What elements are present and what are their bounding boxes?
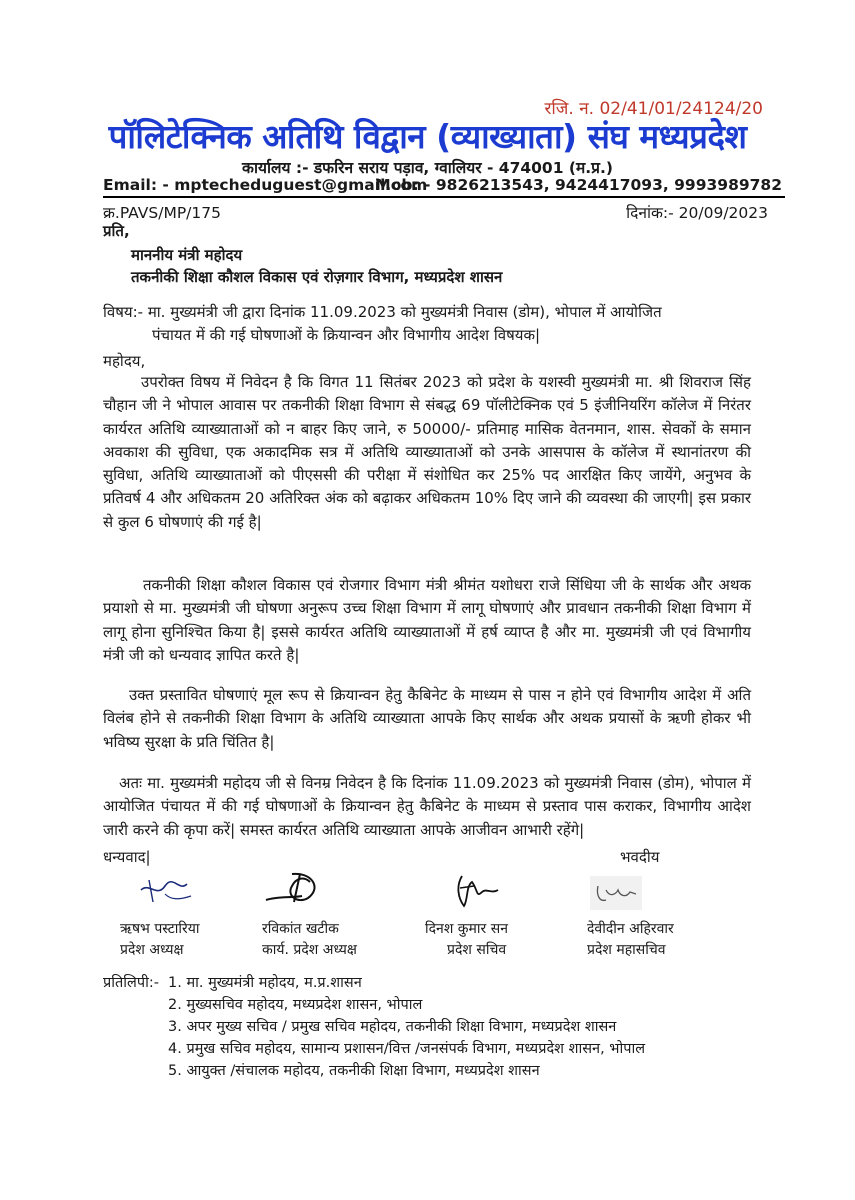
signature-image-2 bbox=[262, 866, 334, 910]
signatory-title: कार्य. प्रदेश अध्यक्ष bbox=[262, 942, 357, 958]
email-line: Email: - mptecheduguest@gmail.com bbox=[103, 176, 428, 194]
signatory-title: प्रदेश सचिव bbox=[447, 942, 507, 958]
reference-number: क्र.PAVS/MP/175 bbox=[103, 204, 221, 222]
body-paragraph-1: उपरोक्त विषय में निवेदन है कि विगत 11 सितंबर 2023 को प्रदेश के यशस्वी मुख्यमंत्री मा. श्री शिवराज सिंह चौहान जी ने भोपाल आवास पर तकनीकी शिक्षा विभाग से संबद्ध 69 पॉलीटेक्निक एवं 5 इंजीनियरिंग कॉलेज में निरंतर कार्यरत अतिथि व्याख्याताओं को न बाहर किए जाने, रु 50000/- प्रतिमाह मासिक वेतनमान, शास. सेवकों के समान अवकाश की सुविधा, एक अकादमिक सत्र में अतिथि व्याख्याताओं को उनके आसपास के कॉलेज में स्थानांतरण की सुविधा, अतिथि व्याख्याताओं को पीएससी की परीक्षा में संशोधित कर 25% पद आरक्षित किए जायेंगे, अनुभव के प्रतिवर्ष 4 और अधिकतम 20 अतिरिक्त अंक को बढ़ाकर अधिकतम 10% दिए जाने की व्यवस्था की जाएगी| इस प्रकार से कुल 6 घोषणाएं की गई है| bbox=[103, 373, 751, 531]
copy-to-item: 1. मा. मुख्यमंत्री महोदय, म.प्र.शासन bbox=[168, 975, 362, 991]
signature-image-4 bbox=[590, 876, 642, 910]
signatory-name: देवीदीन अहिरवार bbox=[587, 921, 674, 937]
signatory-4 bbox=[587, 919, 674, 961]
signatory-3 bbox=[425, 919, 508, 961]
signatory-name: रविकांत खटीक bbox=[262, 921, 339, 937]
copy-to-item: 4. प्रमुख सचिव महोदय, सामान्य प्रशासन/वित्त /जनसंपर्क विभाग, मध्यप्रदेश शासन, भोपाल bbox=[168, 1041, 646, 1057]
to-label: प्रति, bbox=[103, 222, 130, 240]
copy-to-item: 2. मुख्यसचिव महोदय, मध्यप्रदेश शासन, भोपाल bbox=[168, 997, 423, 1013]
signature-image-1 bbox=[135, 870, 195, 910]
subject-line-1: विषय:- मा. मुख्यमंत्री जी द्वारा दिनांक 11.09.2023 को मुख्यमंत्री निवास (डोम), भोपाल में आयोजित bbox=[103, 303, 662, 321]
body-paragraph-4: अतः मा. मुख्यमंत्री महोदय जी से विनम्र निवेदन है कि दिनांक 11.09.2023 को मुख्यमंत्री निवास (डोम), भोपाल में आयोजित पंचायत में की गई घोषणाओं के क्रियान्वन हेतु कैबिनेट के माध्यम से प्रस्ताव पास कराकर, विभागीय आदेश जारी करने की कृपा करें| समस्त कार्यरत अतिथि व्याख्याता आपके आजीवन आभारी रहेंगे| bbox=[103, 774, 751, 839]
office-address: कार्यालय :- डफरिन सराय पड़ाव, ग्वालियर - 474001 (म.प्र.) bbox=[242, 159, 613, 177]
signatory-1 bbox=[120, 919, 200, 961]
signatory-title: प्रदेश महासचिव bbox=[587, 942, 666, 958]
yours-sincerely: भवदीय bbox=[620, 848, 660, 866]
signatory-name: ऋषभ पस्टारिया bbox=[120, 921, 200, 937]
subject-line-2: पंचायत में की गई घोषणाओं के क्रियान्वन और विभागीय आदेश विषयक| bbox=[152, 326, 541, 344]
header-divider bbox=[103, 196, 785, 198]
thanks-text: धन्यवाद| bbox=[103, 848, 151, 866]
salutation: महोदय, bbox=[103, 352, 146, 370]
letter-date: दिनांक:- 20/09/2023 bbox=[626, 204, 768, 222]
organization-name: पॉलिटेक्निक अतिथि विद्वान (व्याख्याता) संघ मध्यप्रदेश bbox=[108, 117, 747, 156]
signatory-name: दिनश कुमार सन bbox=[425, 921, 508, 937]
body-paragraph-2: तकनीकी शिक्षा कौशल विकास एवं रोजगार विभाग मंत्री श्रीमंत यशोधरा राजे सिंधिया जी के सार्थक और अथक प्रयाशो से मा. मुख्यमंत्री जी घोषणा अनुरूप उच्च शिक्षा विभाग में लागू घोषणाएं और प्रावधान तकनीकी शिक्षा विभाग में लागू होना सुनिश्चित किया है| इससे कार्यरत अतिथि व्याख्याताओं में हर्ष व्याप्त है और मा. मुख्यमंत्री जी एवं विभागीय मंत्री जी को धन्यवाद ज्ञापित करते है| bbox=[103, 576, 751, 664]
copy-to-item: 3. अपर मुख्य सचिव / प्रमुख सचिव महोदय, तकनीकी शिक्षा विभाग, मध्यप्रदेश शासन bbox=[168, 1019, 617, 1035]
body-paragraph-3: उक्त प्रस्तावित घोषणाएं मूल रूप से क्रियान्वन हेतु कैबिनेट के माध्यम से पास न होने एवं विभागीय आदेश में अति विलंब होने से तकनीकी शिक्षा विभाग के अतिथि व्याख्याता आपके किए सार्थक और अथक प्रयासों के ऋणी होकर भी भविष्य सुरक्षा के प्रति चिंतित है| bbox=[103, 686, 751, 751]
addressee-line-2: तकनीकी शिक्षा कौशल विकास एवं रोज़गार विभाग, मध्यप्रदेश शासन bbox=[131, 268, 503, 286]
signature-image-3 bbox=[452, 872, 502, 912]
signatory-2 bbox=[262, 919, 357, 961]
addressee-line-1: माननीय मंत्री महोदय bbox=[131, 246, 243, 264]
copy-to-item: 5. आयुक्त /संचालक महोदय, तकनीकी शिक्षा विभाग, मध्यप्रदेश शासन bbox=[168, 1063, 540, 1079]
mobile-line: Mob: - 9826213543, 9424417093, 9993989782 bbox=[375, 176, 782, 194]
registration-number: रजि. न. 02/41/01/24124/20 bbox=[544, 99, 763, 119]
copy-to-label: प्रतिलिपी:- bbox=[103, 975, 159, 991]
signatory-title: प्रदेश अध्यक्ष bbox=[120, 942, 184, 958]
